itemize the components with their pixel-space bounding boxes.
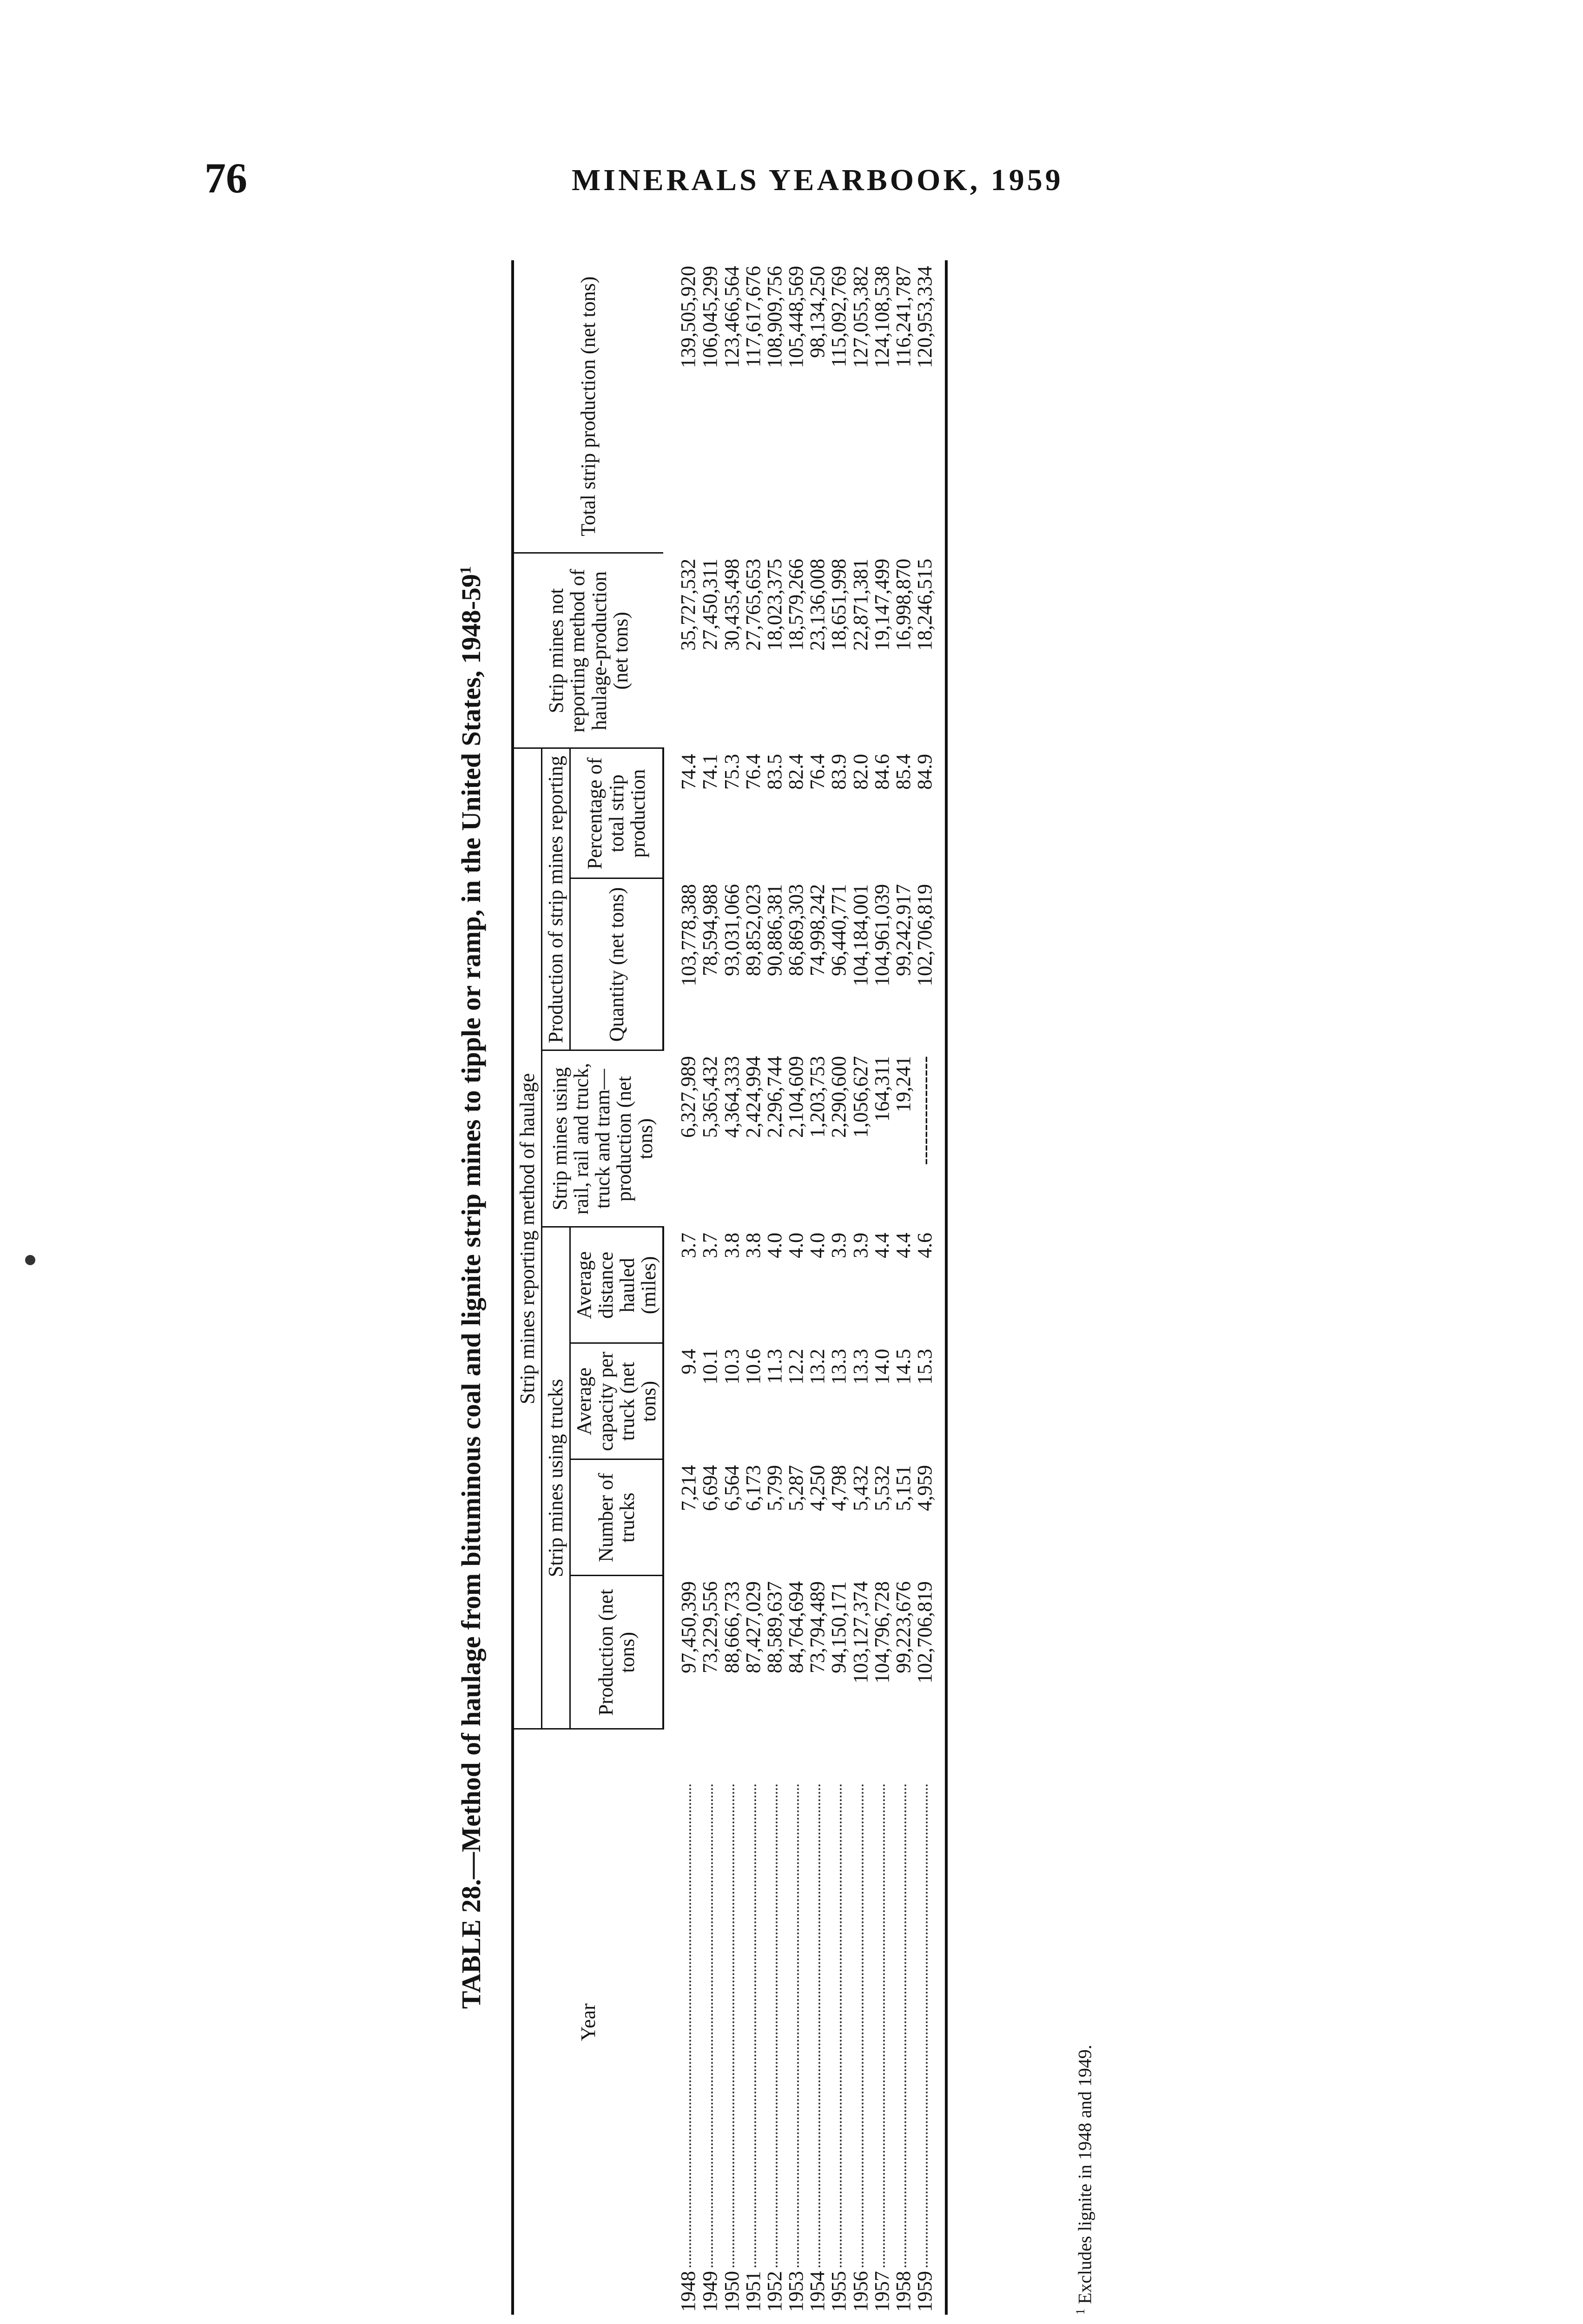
quantity-cell: 90,886,381 bbox=[763, 884, 786, 976]
year-cell bbox=[850, 1729, 871, 2315]
table-row bbox=[721, 260, 743, 2315]
capacity-cell: 12.2 bbox=[785, 1349, 808, 1385]
rail-cell: 4,364,333 bbox=[720, 1056, 743, 1138]
header-rail: Strip mines using rail, rail and truck, truck and tram—production (net tons) bbox=[542, 1050, 663, 1227]
dot-leader bbox=[862, 1784, 864, 2267]
table-row bbox=[828, 260, 850, 2315]
year-cell bbox=[807, 1729, 828, 2315]
total-cell: 116,241,787 bbox=[892, 266, 915, 368]
capacity-cell: 9.4 bbox=[677, 1349, 700, 1374]
dot-leader bbox=[926, 1784, 928, 2267]
rail-cell: 2,104,609 bbox=[785, 1056, 808, 1138]
header-truck-capacity: Average capacity per truck (net tons) bbox=[570, 1343, 663, 1459]
not-reporting-cell: 18,023,375 bbox=[763, 559, 786, 651]
trucks-cell: 5,287 bbox=[785, 1465, 808, 1511]
trucks-cell: 5,151 bbox=[892, 1465, 915, 1511]
not-reporting-cell: 27,765,653 bbox=[741, 559, 765, 651]
dot-leader bbox=[904, 1784, 906, 2267]
truck-production-cell: 87,427,029 bbox=[741, 1581, 765, 1673]
dot-leader bbox=[797, 1784, 799, 2267]
table-body bbox=[663, 260, 946, 2315]
rail-cell: 6,327,989 bbox=[677, 1056, 700, 1138]
trucks-cell: 6,564 bbox=[720, 1465, 743, 1511]
table-row bbox=[785, 260, 807, 2315]
footnote-marker: 1 bbox=[1074, 2309, 1087, 2315]
quantity-cell: 102,706,819 bbox=[914, 878, 946, 1050]
total-cell: 123,466,564 bbox=[720, 266, 743, 368]
rail-cell: 164,311 bbox=[870, 1056, 893, 1122]
capacity-cell: 13.2 bbox=[806, 1349, 829, 1385]
capacity-cell: 10.6 bbox=[741, 1349, 765, 1385]
percentage-cell: 84.6 bbox=[870, 754, 893, 790]
capacity-cell: 10.1 bbox=[699, 1349, 722, 1385]
trucks-cell: 4,959 bbox=[914, 1459, 946, 1576]
header-reporting-quantity: Quantity (net tons) bbox=[570, 878, 663, 1050]
header-reporting-group: Strip mines reporting method of haulage bbox=[513, 748, 542, 1729]
total-cell: 124,108,538 bbox=[870, 266, 893, 368]
rotated-table-block bbox=[455, 260, 1246, 2315]
header-reporting-production: Production of strip mines reporting bbox=[542, 748, 570, 1050]
percentage-cell: 74.1 bbox=[699, 754, 722, 790]
year-cell bbox=[871, 1729, 893, 2315]
percentage-cell: 74.4 bbox=[677, 754, 700, 790]
year-cell bbox=[663, 1729, 699, 2315]
percentage-cell: 76.4 bbox=[741, 754, 765, 790]
quantity-cell: 74,998,242 bbox=[806, 884, 829, 976]
total-cell: 106,045,299 bbox=[699, 266, 722, 368]
capacity-cell: 13.3 bbox=[827, 1349, 851, 1385]
trucks-cell: 5,432 bbox=[849, 1465, 872, 1511]
title-footnote-ref: 1 bbox=[457, 566, 475, 574]
table-row bbox=[871, 260, 893, 2315]
not-reporting-cell: 23,136,008 bbox=[806, 559, 829, 651]
percentage-cell: 82.0 bbox=[849, 754, 872, 790]
distance-cell: 4.0 bbox=[806, 1233, 829, 1258]
trucks-cell: 5,799 bbox=[763, 1465, 786, 1511]
year-label: 1958 bbox=[892, 2271, 915, 2312]
distance-cell: 3.9 bbox=[827, 1233, 851, 1258]
truck-production-cell: 99,223,676 bbox=[892, 1581, 915, 1673]
rail-cell: ---------------- bbox=[914, 1050, 946, 1227]
table-row bbox=[807, 260, 828, 2315]
quantity-cell: 96,440,771 bbox=[827, 884, 851, 976]
capacity-cell: 14.5 bbox=[892, 1349, 915, 1385]
quantity-cell: 99,242,917 bbox=[892, 884, 915, 976]
footnote-text: Excludes lignite in 1948 and 1949. bbox=[1074, 2045, 1095, 2304]
truck-production-cell: 88,666,733 bbox=[720, 1581, 743, 1673]
rail-cell: 5,365,432 bbox=[699, 1056, 722, 1138]
total-cell: 98,134,250 bbox=[806, 266, 829, 358]
truck-production-cell: 84,764,694 bbox=[785, 1581, 808, 1673]
capacity-cell: 13.3 bbox=[849, 1349, 872, 1385]
year-label: 1953 bbox=[785, 2271, 808, 2312]
dot-leader bbox=[840, 1784, 842, 2267]
table-row bbox=[893, 260, 914, 2315]
truck-production-cell: 73,229,556 bbox=[699, 1581, 722, 1673]
not-reporting-cell: 18,651,998 bbox=[827, 559, 851, 651]
not-reporting-cell: 18,246,515 bbox=[914, 553, 946, 748]
trucks-cell: 5,532 bbox=[870, 1465, 893, 1511]
truck-production-cell: 97,450,399 bbox=[677, 1581, 700, 1673]
quantity-cell: 86,869,303 bbox=[785, 884, 808, 976]
stray-ink-mark bbox=[25, 1255, 35, 1265]
distance-cell: 4.0 bbox=[785, 1233, 808, 1258]
distance-cell: 4.4 bbox=[870, 1233, 893, 1258]
table-title-text: TABLE 28.—Method of haulage from bituminous coal and lignite strip mines to tipple or ramp, in the United States, 1948-59 bbox=[456, 574, 486, 2009]
truck-production-cell: 104,796,728 bbox=[870, 1581, 893, 1684]
trucks-cell: 6,694 bbox=[699, 1465, 722, 1511]
percentage-cell: 75.3 bbox=[720, 754, 743, 790]
rail-cell: 1,056,627 bbox=[849, 1056, 872, 1138]
total-cell: 108,909,756 bbox=[763, 266, 786, 368]
footnote bbox=[1074, 2045, 1095, 2315]
rail-cell: 19,241 bbox=[892, 1056, 915, 1112]
table-title bbox=[455, 260, 487, 2315]
total-cell: 117,617,676 bbox=[741, 266, 765, 368]
page-number: 76 bbox=[204, 154, 247, 202]
year-label: 1957 bbox=[870, 2271, 893, 2312]
distance-cell: 4.0 bbox=[763, 1233, 786, 1258]
total-cell: 139,505,920 bbox=[677, 266, 700, 368]
running-head: MINERALS YEARBOOK, 1959 bbox=[572, 163, 1063, 197]
year-cell bbox=[764, 1729, 785, 2315]
distance-cell: 3.8 bbox=[741, 1233, 765, 1258]
truck-production-cell: 73,794,489 bbox=[806, 1581, 829, 1673]
total-cell: 127,055,382 bbox=[849, 266, 872, 368]
capacity-cell: 15.3 bbox=[914, 1343, 946, 1459]
capacity-cell: 10.3 bbox=[720, 1349, 743, 1385]
rail-cell: 2,290,600 bbox=[827, 1056, 851, 1138]
truck-production-cell: 102,706,819 bbox=[914, 1576, 946, 1729]
year-cell bbox=[914, 1729, 946, 2315]
quantity-cell: 104,184,001 bbox=[849, 884, 872, 986]
truck-production-cell: 94,150,171 bbox=[827, 1581, 851, 1673]
rail-cell: 2,424,994 bbox=[741, 1056, 765, 1138]
dot-leader bbox=[711, 1784, 713, 2267]
year-label: 1954 bbox=[806, 2271, 829, 2312]
year-label: 1948 bbox=[677, 2271, 700, 2312]
table-row bbox=[850, 260, 871, 2315]
header-reporting-percentage: Percentage of total strip production bbox=[570, 748, 663, 878]
dot-leader bbox=[776, 1784, 778, 2267]
header-total: Total strip production (net tons) bbox=[513, 260, 663, 553]
percentage-cell: 83.5 bbox=[763, 754, 786, 790]
distance-cell: 3.7 bbox=[699, 1233, 722, 1258]
header-not-reporting: Strip mines not reporting method of haulage-production (net tons) bbox=[513, 553, 663, 748]
year-label: 1952 bbox=[763, 2271, 786, 2312]
total-cell: 115,092,769 bbox=[827, 266, 851, 368]
year-cell bbox=[828, 1729, 850, 2315]
quantity-cell: 89,852,023 bbox=[741, 884, 765, 976]
year-cell bbox=[721, 1729, 743, 2315]
year-label: 1950 bbox=[720, 2271, 743, 2312]
not-reporting-cell: 22,871,381 bbox=[849, 559, 872, 651]
distance-cell: 3.9 bbox=[849, 1233, 872, 1258]
haulage-table bbox=[511, 260, 948, 2315]
percentage-cell: 82.4 bbox=[785, 754, 808, 790]
total-cell: 105,448,569 bbox=[785, 266, 808, 368]
not-reporting-cell: 18,579,266 bbox=[785, 559, 808, 651]
not-reporting-cell: 27,450,311 bbox=[699, 559, 722, 650]
year-cell bbox=[893, 1729, 914, 2315]
quantity-cell: 103,778,388 bbox=[677, 884, 700, 986]
dot-leader bbox=[732, 1784, 734, 2267]
header-truck-distance: Average distance hauled (miles) bbox=[570, 1227, 663, 1343]
year-label: 1959 bbox=[913, 2271, 937, 2312]
table-row bbox=[699, 260, 721, 2315]
percentage-cell: 76.4 bbox=[806, 754, 829, 790]
trucks-cell: 7,214 bbox=[677, 1465, 700, 1511]
not-reporting-cell: 30,435,498 bbox=[720, 559, 743, 651]
dot-leader bbox=[883, 1784, 885, 2267]
table-row bbox=[764, 260, 785, 2315]
percentage-cell: 85.4 bbox=[892, 754, 915, 790]
year-label: 1955 bbox=[827, 2271, 851, 2312]
capacity-cell: 11.3 bbox=[763, 1349, 786, 1384]
year-cell bbox=[743, 1729, 764, 2315]
not-reporting-cell: 16,998,870 bbox=[892, 559, 915, 651]
table-row bbox=[743, 260, 764, 2315]
percentage-cell: 84.9 bbox=[914, 748, 946, 878]
table-row bbox=[914, 260, 946, 2315]
year-label: 1949 bbox=[699, 2271, 722, 2312]
capacity-cell: 14.0 bbox=[870, 1349, 893, 1385]
truck-production-cell: 103,127,374 bbox=[849, 1581, 872, 1684]
not-reporting-cell: 35,727,532 bbox=[677, 559, 700, 651]
dot-leader bbox=[754, 1784, 756, 2267]
year-cell bbox=[699, 1729, 721, 2315]
quantity-cell: 78,594,988 bbox=[699, 884, 722, 976]
year-cell bbox=[785, 1729, 807, 2315]
trucks-cell: 4,250 bbox=[806, 1465, 829, 1511]
header-trucks-group: Strip mines using trucks bbox=[542, 1227, 570, 1729]
rail-cell: 1,203,753 bbox=[806, 1056, 829, 1138]
header-truck-production: Production (net tons) bbox=[570, 1576, 663, 1729]
total-cell: 120,953,334 bbox=[914, 260, 946, 553]
distance-cell: 3.7 bbox=[677, 1233, 700, 1258]
distance-cell: 3.8 bbox=[720, 1233, 743, 1258]
dot-leader bbox=[818, 1784, 820, 2267]
quantity-cell: 104,961,039 bbox=[870, 884, 893, 986]
distance-cell: 4.6 bbox=[914, 1227, 946, 1343]
distance-cell: 4.4 bbox=[892, 1233, 915, 1258]
table-row bbox=[663, 260, 699, 2315]
percentage-cell: 83.9 bbox=[827, 754, 851, 790]
dot-leader bbox=[689, 1784, 691, 2267]
header-truck-number: Number of trucks bbox=[570, 1459, 663, 1576]
truck-production-cell: 88,589,637 bbox=[763, 1581, 786, 1673]
rail-cell: 2,296,744 bbox=[763, 1056, 786, 1138]
not-reporting-cell: 19,147,499 bbox=[870, 559, 893, 651]
year-label: 1951 bbox=[741, 2271, 765, 2312]
year-label: 1956 bbox=[849, 2271, 872, 2312]
trucks-cell: 6,173 bbox=[741, 1465, 765, 1511]
trucks-cell: 4,798 bbox=[827, 1465, 851, 1511]
quantity-cell: 93,031,066 bbox=[720, 884, 743, 976]
header-year: Year bbox=[513, 1729, 663, 2315]
